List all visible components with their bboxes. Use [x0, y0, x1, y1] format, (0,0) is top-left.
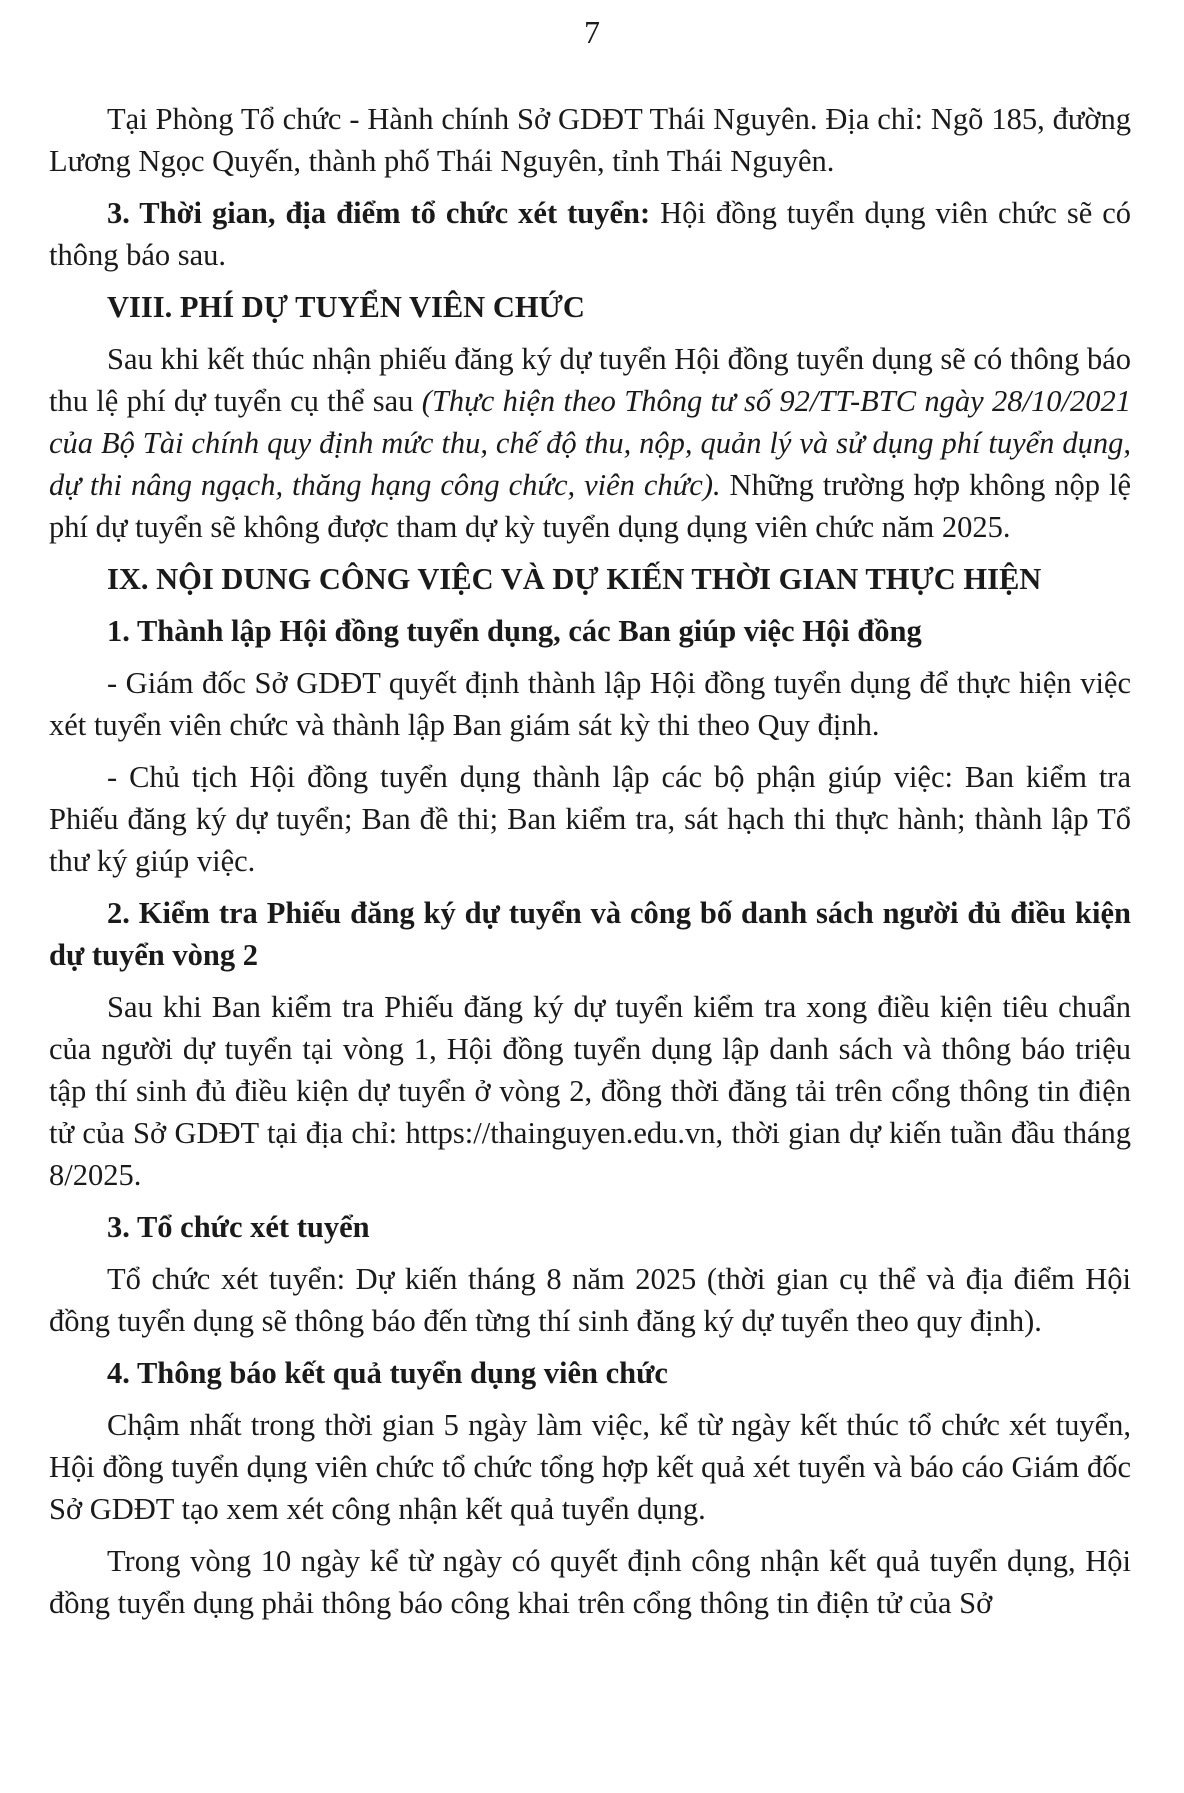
paragraph-results-announce: Trong vòng 10 ngày kể từ ngày có quyết định công nhận kết quả tuyển dụng, Hội đồng tuyển dụng phải thông báo công khai trên cổng thông tin điện tử của Sở	[49, 1544, 1131, 1620]
document-body	[49, 98, 1131, 1624]
fee-text-a: Sau khi kết thúc nhận phiếu đăng ký dự tuyển Hội đồng tuyển dụng sẽ có thông báo thu lệ phí dự tuyển cụ thể sau	[49, 342, 1131, 418]
time-location-label: 3. Thời gian, địa điểm tổ chức xét tuyển:	[107, 196, 651, 230]
paragraph-results-deadline: Chậm nhất trong thời gian 5 ngày làm việc, kể từ ngày kết thúc tổ chức xét tuyển, Hội đồng tuyển dụng viên chức tổ chức tổng hợp kết quả xét tuyển và báo cáo Giám đốc Sở GDĐT tạo xem xét công nhận kết quả tuyển dụng.	[49, 1408, 1131, 1526]
fee-text-b: Những trường hợp không nộp lệ phí dự tuyển sẽ không được tham dự kỳ tuyển dụng dụng viên chức năm 2025.	[49, 468, 1131, 544]
subheading-1: 1. Thành lập Hội đồng tuyển dụng, các Ban giúp việc Hội đồng	[107, 614, 922, 648]
paragraph-time-location	[49, 192, 1131, 276]
subheading-2: 2. Kiểm tra Phiếu đăng ký dự tuyển và công bố danh sách người đủ điều kiện dự tuyển vòng 2	[49, 896, 1131, 972]
paragraph-address: Tại Phòng Tổ chức - Hành chính Sở GDĐT Thái Nguyên. Địa chỉ: Ngõ 185, đường Lương Ngọc Quyến, thành phố Thái Nguyên, tỉnh Thái Nguyên.	[49, 102, 1131, 178]
subheading-3: 3. Tổ chức xét tuyển	[107, 1210, 370, 1244]
paragraph-director-decision: - Giám đốc Sở GDĐT quyết định thành lập Hội đồng tuyển dụng để thực hiện việc xét tuyển viên chức và thành lập Ban giám sát kỳ thi theo Quy định.	[49, 666, 1131, 742]
paragraph-check-forms: Sau khi Ban kiểm tra Phiếu đăng ký dự tuyển kiểm tra xong điều kiện tiêu chuẩn của người dự tuyển tại vòng 1, Hội đồng tuyển dụng lập danh sách và thông báo triệu tập thí sinh đủ điều kiện dự tuyển ở vòng 2, đồng thời đăng tải trên cổng thông tin điện tử của Sở GDĐT tại địa chỉ: https://thainguyen.edu.vn, thời gian dự kiến tuần đầu tháng 8/2025.	[49, 990, 1131, 1192]
section-heading-ix: IX. NỘI DUNG CÔNG VIỆC VÀ DỰ KIẾN THỜI GIAN THỰC HIỆN	[107, 562, 1042, 596]
page-number: 7	[584, 14, 600, 50]
paragraph-fee	[49, 338, 1131, 548]
fee-regulation-note: (Thực hiện theo Thông tư số 92/TT-BTC ngày 28/10/2021 của Bộ Tài chính quy định mức thu, chế độ thu, nộp, quản lý và sử dụng phí tuyển dụng, dự thi nâng ngạch, thăng hạng công chức, viên chức).	[49, 384, 1131, 502]
paragraph-chair-decision: - Chủ tịch Hội đồng tuyển dụng thành lập các bộ phận giúp việc: Ban kiểm tra Phiếu đăng ký dự tuyển; Ban đề thi; Ban kiểm tra, sát hạch thi thực hành; thành lập Tổ thư ký giúp việc.	[49, 760, 1131, 878]
section-heading-viii: VIII. PHÍ DỰ TUYỂN VIÊN CHỨC	[107, 290, 585, 324]
paragraph-organize: Tổ chức xét tuyển: Dự kiến tháng 8 năm 2025 (thời gian cụ thể và địa điểm Hội đồng tuyển dụng sẽ thông báo đến từng thí sinh đăng ký dự tuyển theo quy định).	[49, 1262, 1131, 1338]
subheading-4: 4. Thông báo kết quả tuyển dụng viên chức	[107, 1356, 668, 1390]
time-location-text: Hội đồng tuyển dụng viên chức sẽ có thông báo sau.	[49, 196, 1132, 272]
